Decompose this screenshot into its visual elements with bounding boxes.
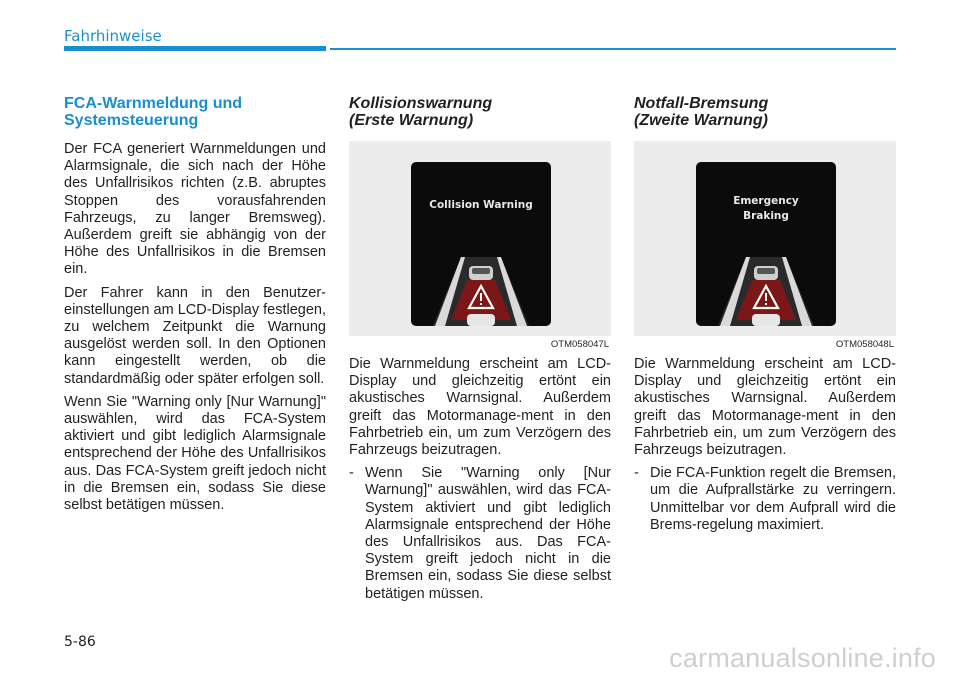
column-fca-warning xyxy=(64,95,326,520)
figure-code: OTM058048L xyxy=(835,339,894,350)
display-message: Collision Warning xyxy=(429,199,533,211)
figure-collision-warning xyxy=(349,141,611,350)
car-rear-icon xyxy=(752,314,780,326)
car-rear-icon xyxy=(467,314,495,326)
paragraph: Die Warnmeldung erscheint am LCD-Display und gleichzeitig ertönt ein akustisches Warnsignal. Außerdem greift das Motormanage-ment in den Fahrbetrieb ein, um zum Verzögern des Fahrzeugs beizutragen. xyxy=(349,356,611,459)
heading-collision-warning: Kollisionswarnung (Erste Warnung) xyxy=(349,95,493,129)
car-front-icon xyxy=(754,266,778,280)
list-item: - Die FCA-Funktion regelt die Bremsen, um die Aufprallstärke zu verringern. Unmittelbar vor dem Aufprall wird die Brems-regelung maximiert. xyxy=(634,465,896,533)
header-rule-thick xyxy=(64,46,326,51)
watermark: carmanualsonline.info xyxy=(669,643,936,673)
column-emergency-braking xyxy=(634,95,896,534)
display-message-line2: Braking xyxy=(743,210,789,222)
bullet-marker: - xyxy=(634,465,639,482)
bullet-marker: - xyxy=(349,465,354,482)
paragraph: Der Fahrer kann in den Benutzer-einstellungen am LCD-Display festlegen, zu welchem Zeitpunkt die Warnung ausgelöst werden soll. In den Optionen kann eingestellt werden, ob die standardmäßig oder später erfolgen soll. xyxy=(64,284,326,387)
section-title: Fahrhinweise xyxy=(64,27,162,45)
display-message-line1: Emergency xyxy=(733,195,799,207)
road-scene-graphic xyxy=(696,162,836,326)
car-front-icon xyxy=(469,266,493,280)
column-collision-warning xyxy=(349,95,611,603)
paragraph: Der FCA generiert Warnmeldungen und Alarmsignale, die sich nach der Höhe des Unfallrisikos richten (z.B. abruptes Stoppen des vorausfahrenden Fahrzeugs, zu langer Bremsweg). Außerdem greift sie abhängig von der Höhe des Unfallrisikos in die Bremsen ein. xyxy=(64,141,326,278)
page-number: 5-86 xyxy=(64,634,96,650)
heading-fca: FCA-Warnmeldung und Systemsteuerung xyxy=(64,95,243,129)
cluster-display xyxy=(696,162,836,326)
header-rule-thin xyxy=(330,48,896,50)
heading-emergency-braking: Notfall-Bremsung (Zweite Warnung) xyxy=(634,95,769,129)
paragraph: Die Warnmeldung erscheint am LCD-Display und gleichzeitig ertönt ein akustisches Warnsignal. Außerdem greift das Motormanage-ment in den Fahrbetrieb ein, um zum Verzögern des Fahrzeugs beizutragen. xyxy=(634,356,896,459)
list-item: - Wenn Sie "Warning only [Nur Warnung]" auswählen, wird das FCA-System aktiviert und gibt lediglich Alarmsignale entsprechend der Höhe des Unfallrisikos aus. Das FCA-System greift jedoch nicht in die Bremsen ein, sodass Sie diese selbst betätigen müssen. xyxy=(349,465,611,602)
figure-code: OTM058047L xyxy=(550,339,609,350)
road-scene-graphic xyxy=(411,162,551,326)
figure-emergency-braking xyxy=(634,141,896,350)
cluster-display xyxy=(411,162,551,326)
paragraph: Wenn Sie "Warning only [Nur Warnung]" auswählen, wird das FCA-System aktiviert und gibt lediglich Alarmsignale entsprechend der Höhe des Unfallrisikos aus. Das FCA-System greift jedoch nicht in die Bremsen ein, sodass Sie diese selbst betätigen müssen. xyxy=(64,393,326,514)
